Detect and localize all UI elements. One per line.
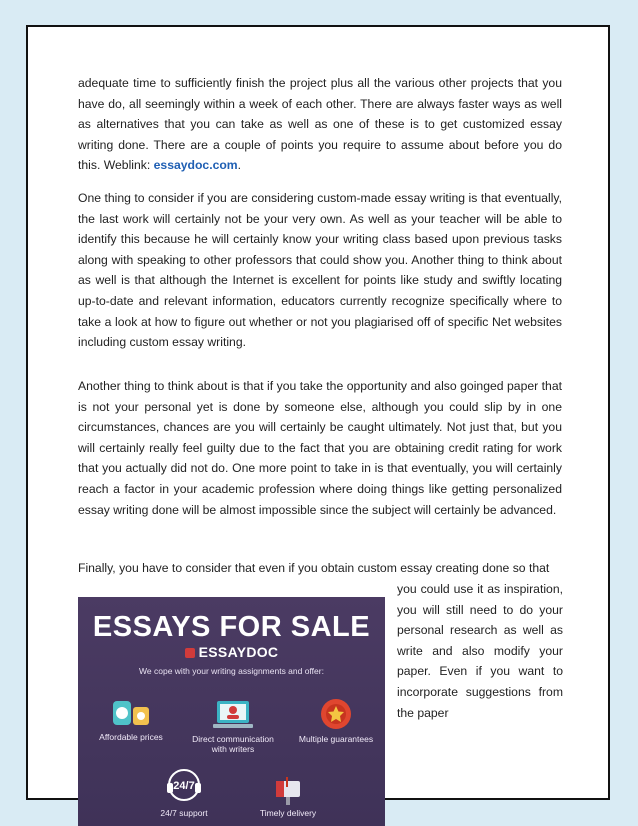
promo-brand-row xyxy=(78,644,385,662)
feature-label: Direct communication with writers xyxy=(192,734,274,754)
feature-timely-delivery xyxy=(248,773,328,818)
paragraph-3: Another thing to think about is that if you take the opportunity and also goinged paper that is not your personal yet is done by someone else, although you could slip by in one circumstances, chances are you will certainly be caught ultimately. Not just that, but you will certainly really feel guilty due to the fact that you are obtaining credit rating for work that you actually did not do. One more point to take in is that eventually, you will certainly reach a factor in your academic profession where doing things like getting personalized essay writing done will be almost impossible since the subject will certainly be advanced. xyxy=(78,379,562,517)
paragraph-1-text: adequate time to sufficiently finish the project plus all the various other projects that you have do, all seemingly within a week of each other. There are always faster ways as well as alternatives that you can take as well as one of these is to get customized essay writing done. There are a couple of points you require to assume about before you do this. Weblink: xyxy=(78,76,562,173)
paragraph-1-end: . xyxy=(237,158,242,173)
promo-title: ESSAYS FOR SALE xyxy=(92,611,371,643)
delivery-icon xyxy=(268,773,308,805)
shopping-bag-icon xyxy=(185,648,195,658)
price-icon xyxy=(109,697,153,729)
svg-text:24/7: 24/7 xyxy=(173,780,195,792)
feature-label: 24/7 support xyxy=(160,808,208,818)
essays-for-sale-image xyxy=(78,597,385,826)
promo-subtitle: We cope with your writing assignments and offer: xyxy=(139,666,324,676)
paragraph-4-lead: Finally, you have to consider that even if you obtain custom essay creating done so that xyxy=(78,561,550,575)
feature-affordable-prices xyxy=(96,697,166,742)
feature-support xyxy=(144,765,224,818)
support-icon xyxy=(164,765,204,805)
feature-label: Multiple guarantees xyxy=(298,734,374,744)
paragraph-4-side: you could use it as inspiration, you will still need to do your personal research as well as write and also modify your paper. Even if you want to incorporate suggestions from the paper xyxy=(397,582,563,720)
paragraph-1 xyxy=(78,73,562,176)
weblink[interactable]: essaydoc.com xyxy=(153,158,238,173)
guarantee-icon xyxy=(316,697,356,731)
feature-label: Affordable prices xyxy=(99,732,163,742)
feature-direct-communication xyxy=(188,697,278,754)
feature-label: Timely delivery xyxy=(259,808,317,818)
promo-brand: ESSAYDOC xyxy=(198,644,279,660)
chat-icon xyxy=(211,697,255,731)
paragraph-2: One thing to consider if you are considering custom-made essay writing is that eventually, the last work will certainly not be your very own. As well as your teacher will be able to identify this because he will certainly know your writing class based upon previous tasks along with speaking to other professors that could show you. Another thing to think about as well is that although the Internet is excellent for points like study and swiftly locating up-to-date and relevant information, educators currently recognize specifically where to take a look at how to figure out whether or not you plagiarised off of specific Net websites including custom essay writing. xyxy=(78,191,562,350)
feature-multiple-guarantees xyxy=(296,697,376,744)
